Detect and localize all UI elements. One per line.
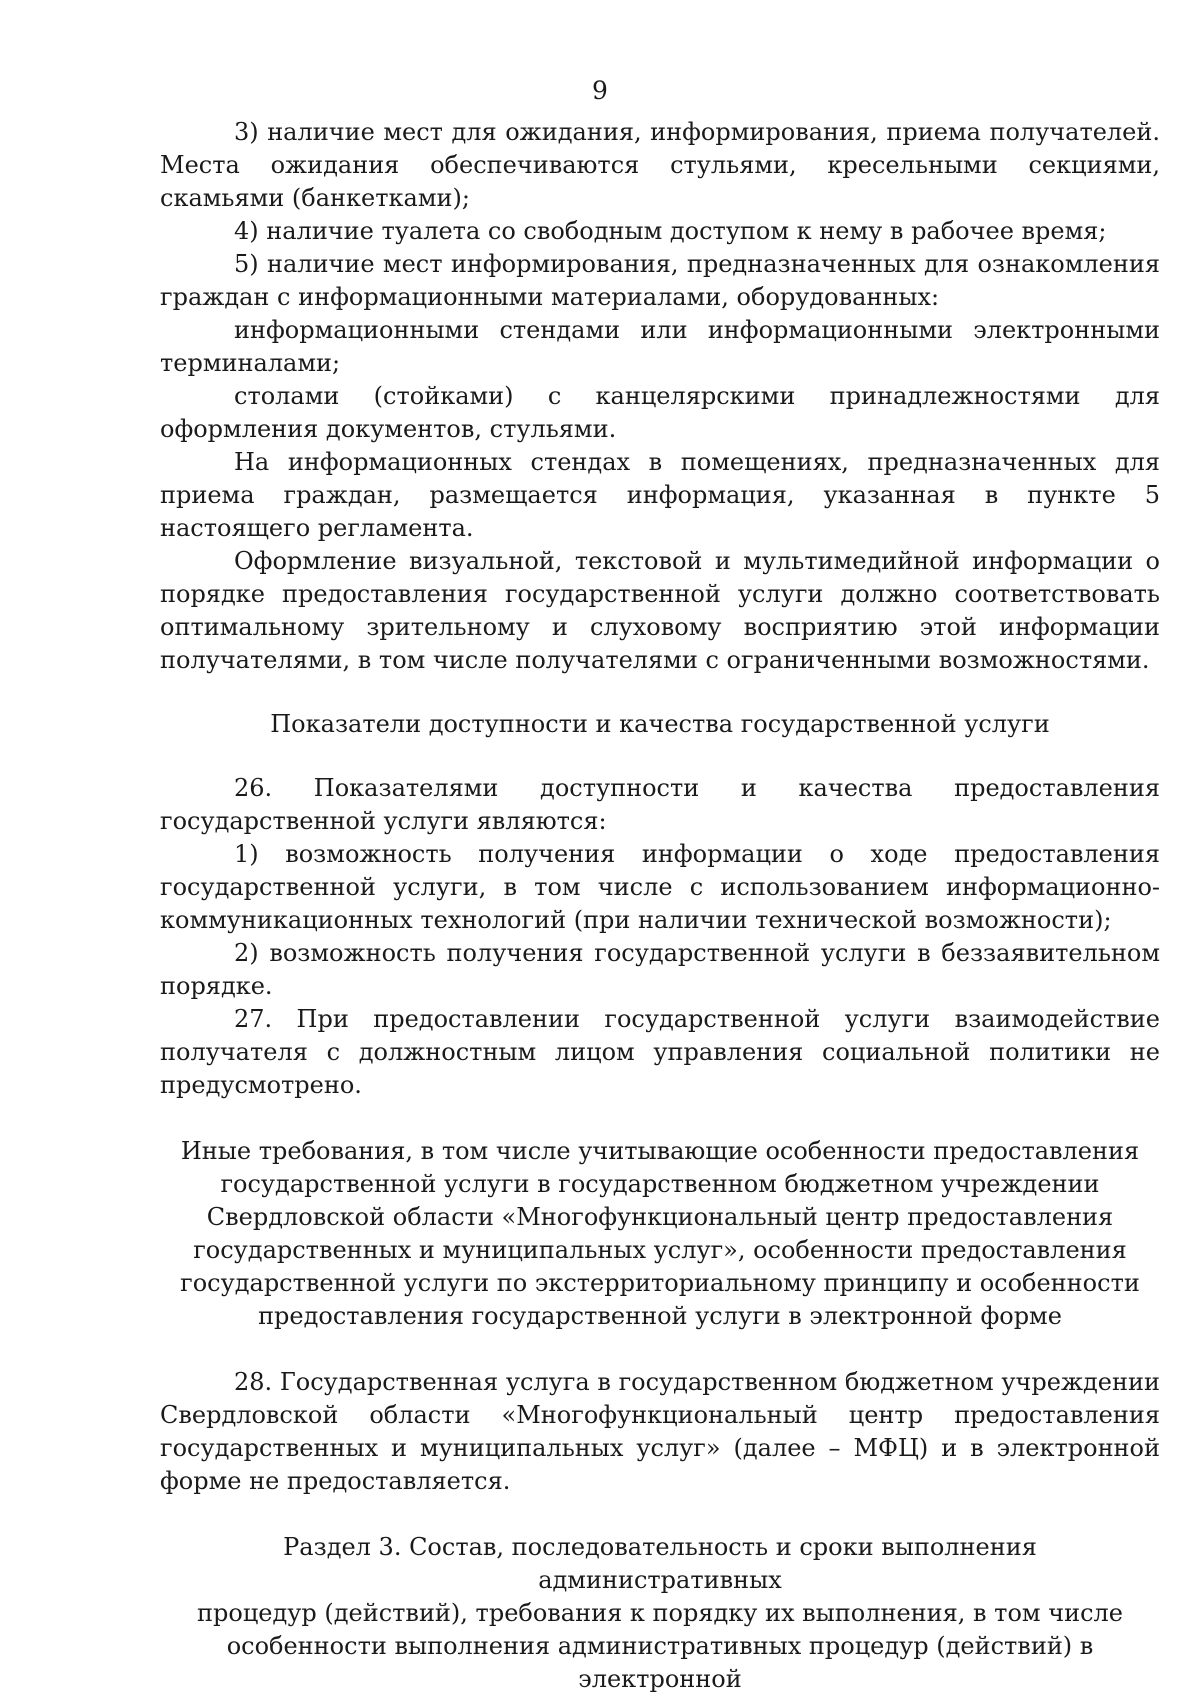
paragraph-design-info: Оформление визуальной, текстовой и мультимедийной информации о порядке предоставления государственной услуги должно соответствовать оптимальному зрительному и слуховому восприятию этой информации получателями, в том числе получателями с ограниченными возможностями. xyxy=(160,547,1160,674)
heading-line: процедур (действий), требования к порядку их выполнения, в том числе xyxy=(197,1599,1123,1627)
page-number: 9 xyxy=(592,76,608,105)
paragraph-tables: столами (стойками) с канцелярскими принадлежностями для оформления документов, стульями. xyxy=(160,382,1160,443)
heading-line: государственной услуги по экстерриториальному принципу и особенности xyxy=(180,1269,1140,1297)
paragraph-28: 28. Государственная услуга в государственном бюджетном учреждении Свердловской области «Многофункциональный центр предоставления государственных и муниципальных услуг» (далее – МФЦ) и в электронной форме не предоставляется. xyxy=(160,1368,1160,1495)
heading-line: Иные требования, в том числе учитывающие особенности предоставления xyxy=(180,1137,1140,1165)
paragraph-toilet: 4) наличие туалета со свободным доступом к нему в рабочее время; xyxy=(234,217,1107,245)
heading-line: Свердловской области «Многофункциональный центр предоставления xyxy=(206,1203,1114,1231)
heading-line: особенности выполнения административных процедур (действий) в электронной xyxy=(226,1632,1094,1693)
section-heading-accessibility: Показатели доступности и качества государственной услуги xyxy=(270,710,1050,738)
paragraph-26: 26. Показателями доступности и качества предоставления государственной услуги являются: xyxy=(160,774,1160,835)
paragraph-stands-info: На информационных стендах в помещениях, предназначенных для приема граждан, размещается информация, указанная в пункте 5 настоящего регламента. xyxy=(160,448,1160,542)
section-heading-section-3 xyxy=(160,1531,1160,1696)
paragraph-27: 27. При предоставлении государственной услуги взаимодействие получателя с должностным лицом управления социальной политики не предусмотрено. xyxy=(160,1005,1160,1099)
heading-line: Раздел 3. Состав, последовательность и сроки выполнения административных xyxy=(283,1533,1037,1594)
paragraph-26-item-2: 2) возможность получения государственной услуги в беззаявительном порядке. xyxy=(160,939,1160,1000)
paragraph-waiting-places: 3) наличие мест для ожидания, информирования, приема получателей. Места ожидания обеспечиваются стульями, кресельными секциями, скамьями (банкетками); xyxy=(160,118,1160,212)
paragraph-26-item-1: 1) возможность получения информации о ходе предоставления государственной услуги, в том числе с использованием информационно-коммуникационных технологий (при наличии технической возможности); xyxy=(160,840,1160,934)
document-body xyxy=(160,116,1160,1696)
paragraph-information-places: 5) наличие мест информирования, предназначенных для ознакомления граждан с информационными материалами, оборудованных: xyxy=(160,250,1160,311)
heading-line: предоставления государственной услуги в электронной форме xyxy=(258,1302,1062,1330)
heading-line: государственной услуги в государственном бюджетном учреждении xyxy=(220,1170,1100,1198)
heading-line: государственных и муниципальных услуг», особенности предоставления xyxy=(193,1236,1127,1264)
paragraph-information-stands: информационными стендами или информационными электронными терминалами; xyxy=(160,316,1160,377)
section-heading-other-requirements xyxy=(160,1135,1160,1333)
